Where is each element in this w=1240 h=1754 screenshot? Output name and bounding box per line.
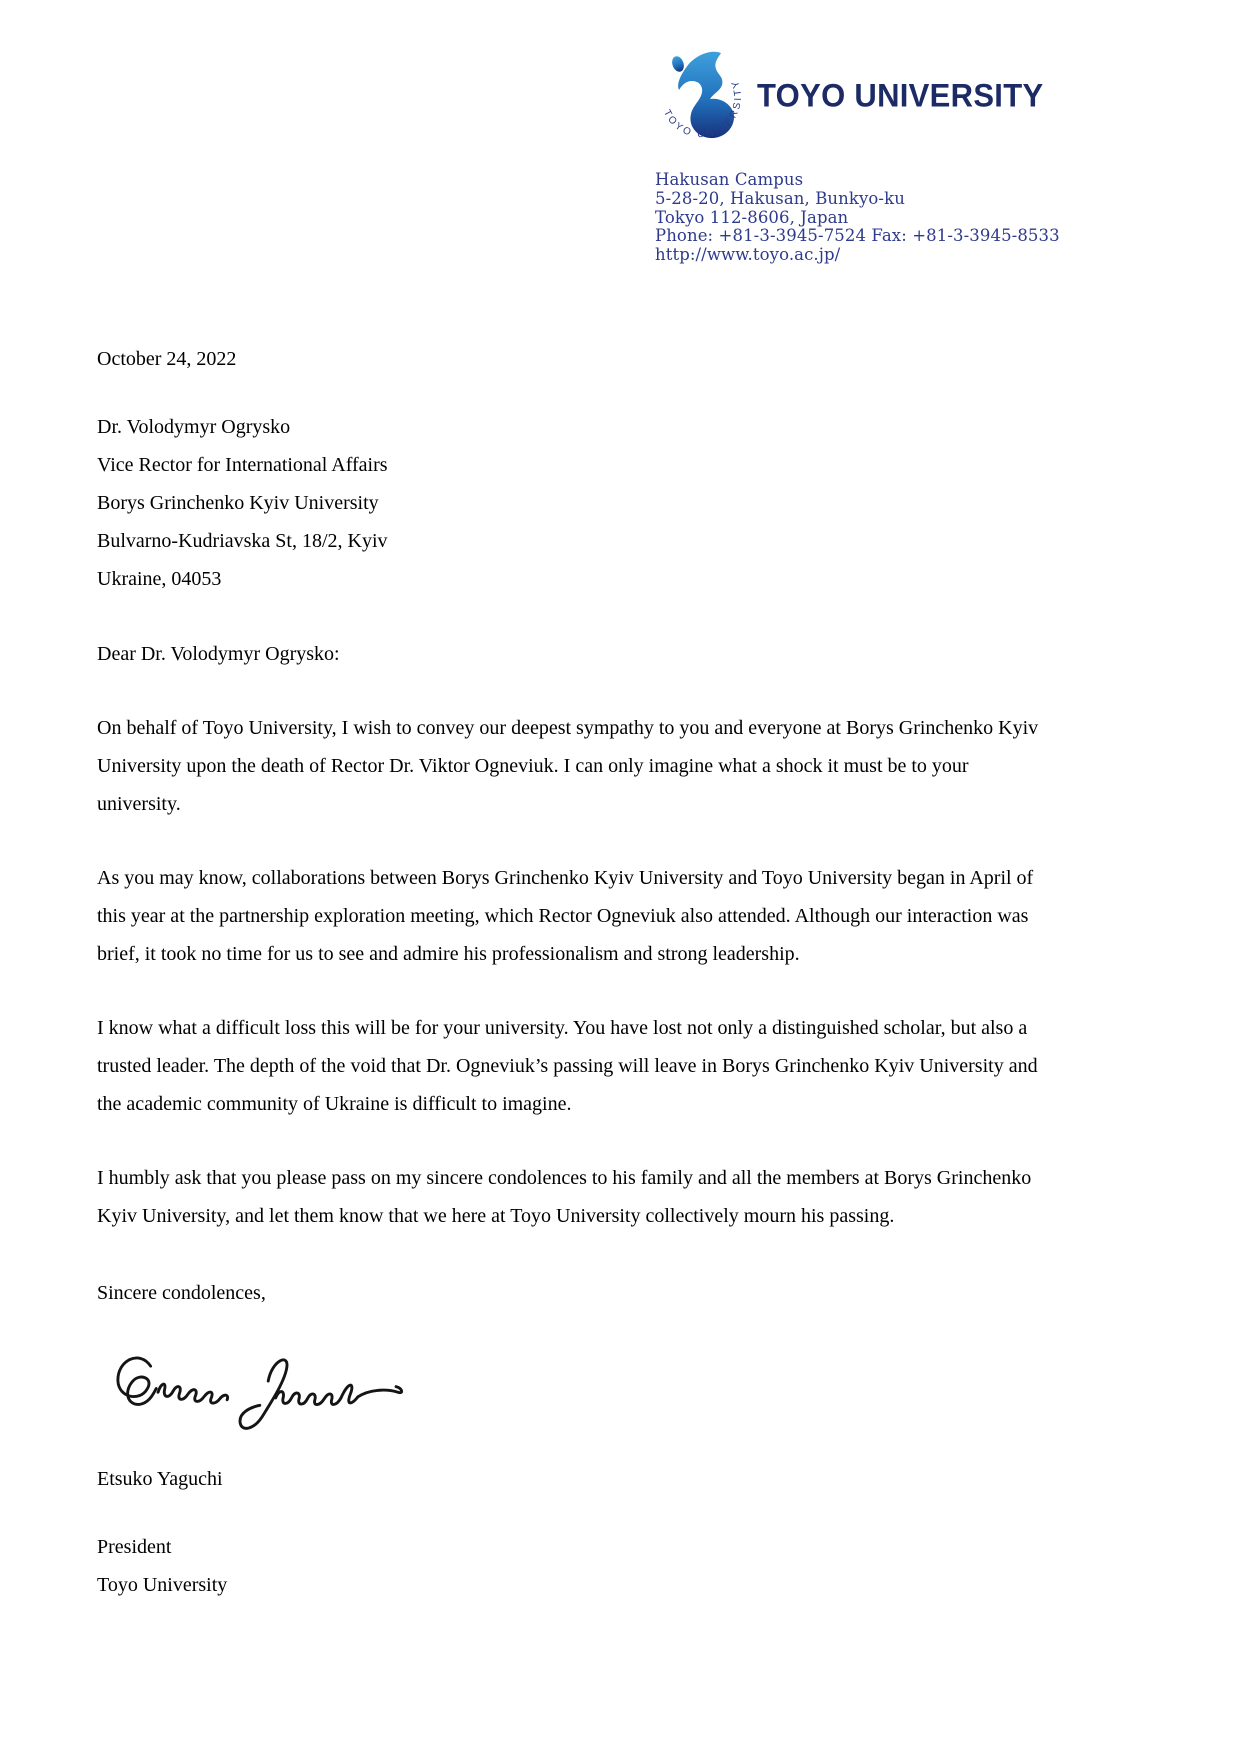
letter-body (97, 340, 1047, 1604)
recipient-name: Dr. Volodymyr Ogrysko (97, 416, 291, 438)
address-line-url: http://www.toyo.ac.jp/ (655, 245, 841, 265)
signature-image (97, 1340, 1047, 1452)
logo-wordmark: TOYO UNIVERSITY (757, 76, 1044, 115)
paragraph-3: I know what a difficult loss this will be for your university. You have lost not only a distinguished scholar, but also a trusted leader. The depth of the void that Dr. Ogneviuk’s passing will leave in Borys Grinchenko Kyiv University and the academic community of Ukraine is difficult to imagine. (97, 1017, 1038, 1115)
signer-organization: Toyo University (97, 1574, 228, 1596)
recipient-street: Bulvarno-Kudriavska St, 18/2, Kyiv (97, 530, 388, 552)
signer-name: Etsuko Yaguchi (97, 1468, 223, 1490)
logo-droplet (670, 55, 686, 74)
recipient-title: Vice Rector for International Affairs (97, 454, 388, 476)
address-line-phone-fax: Phone: +81-3-3945-7524 Fax: +81-3-3945-8533 (655, 226, 1060, 246)
logo-ring-text: TOYO UNIVERSITY (660, 76, 745, 141)
signer-title: President (97, 1536, 172, 1558)
letterhead (655, 48, 1185, 265)
recipient-university: Borys Grinchenko Kyiv University (97, 492, 379, 514)
letterhead-address (655, 171, 1185, 265)
recipient-block (97, 408, 1047, 598)
paragraph-1: On behalf of Toyo University, I wish to convey our deepest sympathy to you and everyone at Borys Grinchenko Kyiv University upon the death of Rector Dr. Viktor Ogneviuk. I can only imagine what a shock it must be to your university. (97, 717, 1039, 815)
logo-row (655, 48, 1185, 144)
recipient-country: Ukraine, 04053 (97, 568, 222, 590)
paragraph-4: I humbly ask that you please pass on my sincere condolences to his family and all the members at Borys Grinchenko Kyiv University, and let them know that we here at Toyo University collectively mourn his passing. (97, 1167, 1032, 1227)
paragraph-2: As you may know, collaborations between Borys Grinchenko Kyiv University and Toyo University began in April of this year at the partnership exploration meeting, which Rector Ogneviuk also attended. Although our interaction was brief, it took no time for us to see and admire his professionalism and strong leadership. (97, 867, 1034, 965)
address-line-street: 5-28-20, Hakusan, Bunkyo-ku (655, 188, 905, 208)
address-line-campus: Hakusan Campus (655, 170, 804, 189)
address-line-city: Tokyo 112-8606, Japan (655, 207, 849, 227)
toyo-university-logo-icon (655, 48, 749, 144)
closing-line: Sincere condolences, (97, 1282, 266, 1304)
salutation: Dear Dr. Volodymyr Ogrysko: (97, 643, 340, 665)
letter-date: October 24, 2022 (97, 348, 237, 370)
